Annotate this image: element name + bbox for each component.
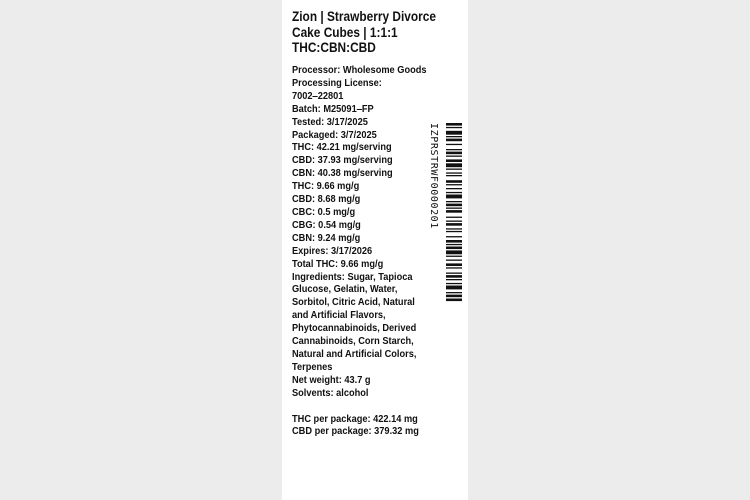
processing-license-label: Processing License: bbox=[292, 76, 382, 89]
cbn-per-gram: CBN: 9.24 mg/g bbox=[292, 231, 361, 244]
thc-per-package: THC per package: 422.14 mg bbox=[292, 412, 418, 425]
barcode-bar bbox=[446, 184, 462, 185]
barcode-bar bbox=[446, 152, 462, 155]
barcode-bar bbox=[446, 279, 462, 280]
solvents: Solvents: alcohol bbox=[292, 386, 369, 399]
cbn-per-serving: CBN: 40.38 mg/serving bbox=[292, 167, 393, 180]
batch-text: Batch: M25091‒FP bbox=[292, 102, 374, 115]
ingredients-line-3: Sorbitol, Citric Acid, Natural bbox=[292, 296, 415, 309]
barcode-bar bbox=[446, 192, 462, 193]
ingredients-line-6: Cannabinoids, Corn Starch, bbox=[292, 335, 414, 348]
barcode-bar bbox=[446, 201, 462, 202]
cbd-per-gram: CBD: 8.68 mg/g bbox=[292, 193, 361, 206]
title-line-3: THC:CBN:CBD bbox=[292, 40, 376, 55]
barcode-bar bbox=[446, 169, 462, 170]
label-details bbox=[292, 64, 442, 438]
barcode-bar bbox=[446, 263, 462, 266]
barcode-bar bbox=[446, 208, 462, 209]
barcode-bar bbox=[446, 231, 462, 232]
cbd-per-serving: CBD: 37.93 mg/serving bbox=[292, 154, 393, 167]
barcode-bar bbox=[446, 260, 462, 261]
barcode-bar bbox=[446, 180, 462, 183]
thc-per-gram: THC: 9.66 mg/g bbox=[292, 180, 360, 193]
barcode-bar bbox=[446, 240, 462, 243]
barcode-bar bbox=[446, 123, 462, 126]
barcode-bar bbox=[446, 149, 462, 150]
spacer bbox=[292, 400, 442, 413]
title-line-2: Cake Cubes | 1:1:1 bbox=[292, 24, 398, 40]
barcode-bar bbox=[446, 221, 462, 222]
barcode-bar bbox=[446, 175, 462, 176]
barcode-bar bbox=[446, 247, 462, 250]
processing-license-value: 7002‒22801 bbox=[292, 89, 344, 102]
tested-date: Tested: 3/17/2025 bbox=[292, 115, 368, 128]
ingredients-line-2: Glucose, Gelatin, Water, bbox=[292, 283, 398, 296]
cbd-per-package: CBD per package: 379.32 mg bbox=[292, 425, 419, 438]
barcode-bar bbox=[446, 163, 462, 167]
barcode-bar bbox=[446, 159, 462, 162]
barcode bbox=[446, 123, 462, 384]
processor-text: Processor: Wholesome Goods bbox=[292, 64, 427, 76]
barcode-bar bbox=[446, 236, 462, 237]
title-line-1: Zion | Strawberry Divorce bbox=[292, 9, 436, 24]
barcode-bar bbox=[446, 144, 462, 145]
barcode-bar bbox=[446, 217, 462, 218]
total-thc: Total THC: 9.66 mg/g bbox=[292, 257, 384, 270]
barcode-bar bbox=[446, 204, 462, 207]
barcode-bar bbox=[446, 127, 462, 128]
packaged-date: Packaged: 3/7/2025 bbox=[292, 128, 377, 141]
product-label bbox=[282, 0, 468, 500]
barcode-bar bbox=[446, 286, 462, 290]
ingredients-line-5: Phytocannabinoids, Derived bbox=[292, 322, 417, 335]
cbc-per-gram: CBC: 0.5 mg/g bbox=[292, 205, 356, 218]
barcode-bar bbox=[446, 139, 462, 142]
ingredients-line-4: and Artificial Flavors, bbox=[292, 309, 386, 322]
ingredients-line-8: Terpenes bbox=[292, 360, 333, 373]
product-title bbox=[292, 9, 447, 56]
barcode-bar bbox=[446, 188, 462, 189]
barcode-text: IZPRSTRWF0000201 bbox=[428, 123, 439, 229]
barcode-bar bbox=[446, 195, 462, 199]
cbg-per-gram: CBG: 0.54 mg/g bbox=[292, 218, 361, 231]
barcode-bar bbox=[446, 256, 462, 257]
barcode-bar bbox=[446, 172, 462, 173]
barcode-bar bbox=[446, 210, 462, 213]
barcode-bar bbox=[446, 267, 462, 268]
barcode-bar bbox=[446, 292, 462, 293]
barcode-bar bbox=[446, 228, 462, 229]
barcode-bar bbox=[446, 299, 462, 302]
barcode-bar bbox=[446, 223, 462, 226]
ingredients-line-1: Ingredients: Sugar, Tapioca bbox=[292, 270, 413, 283]
barcode-bar bbox=[446, 283, 462, 284]
barcode-bar bbox=[446, 136, 462, 137]
thc-per-serving: THC: 42.21 mg/serving bbox=[292, 141, 392, 154]
barcode-bar bbox=[446, 295, 462, 298]
barcode-bar bbox=[446, 156, 462, 157]
barcode-bar bbox=[446, 275, 462, 278]
barcode-bar bbox=[446, 131, 462, 135]
net-weight: Net weight: 43.7 g bbox=[292, 373, 371, 386]
barcode-bar bbox=[446, 244, 462, 245]
ingredients-line-7: Natural and Artificial Colors, bbox=[292, 347, 417, 360]
expires-date: Expires: 3/17/2026 bbox=[292, 244, 373, 257]
barcode-bar bbox=[446, 273, 462, 274]
barcode-bar bbox=[446, 250, 462, 254]
